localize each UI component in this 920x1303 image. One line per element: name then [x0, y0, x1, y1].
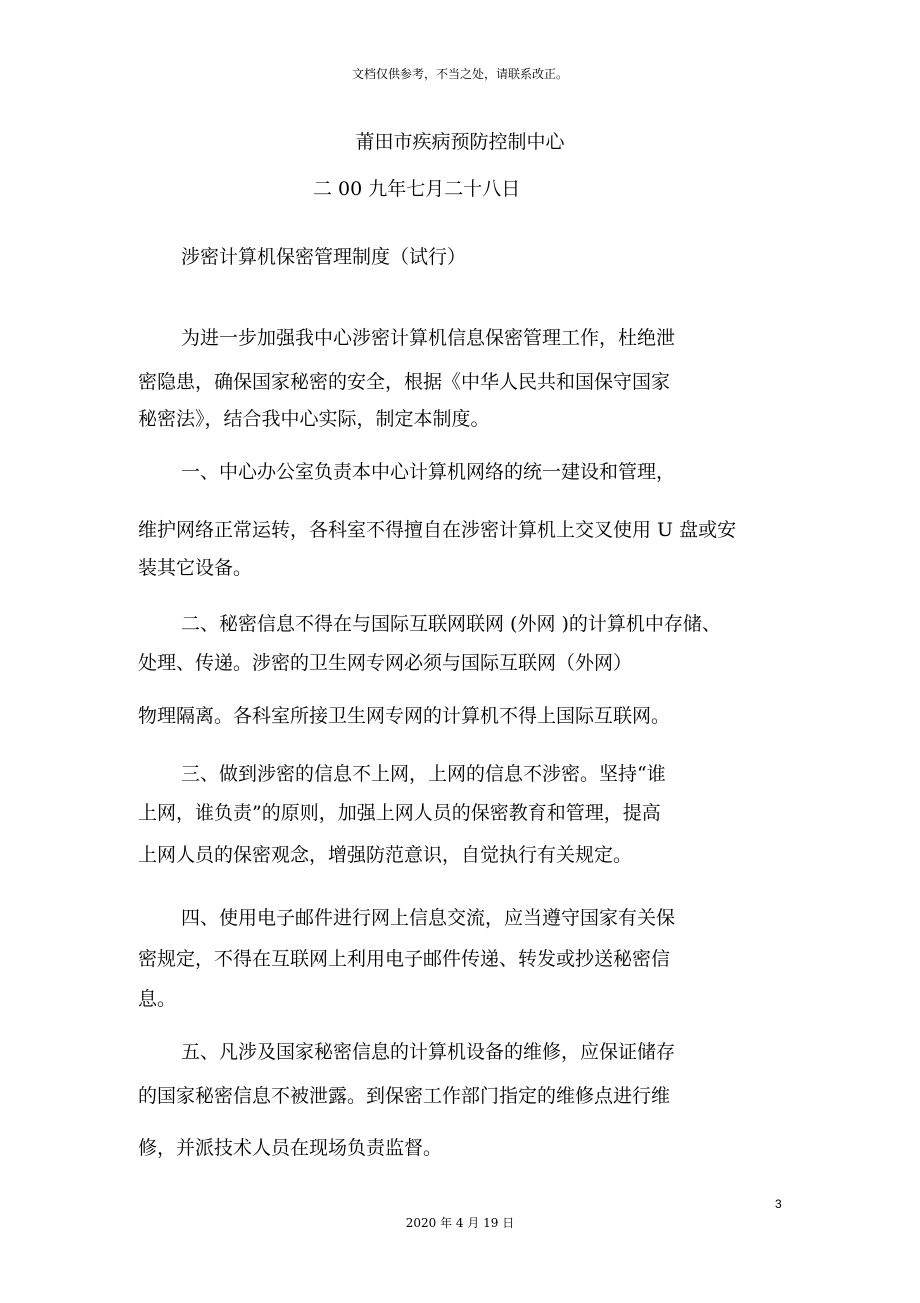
- body-line: 二、秘密信息不得在与国际互联网联网 (外网 )的计算机中存储、: [181, 613, 721, 635]
- body-line: 物理隔离。各科室所接卫生网专网的计算机不得上国际互联网。: [138, 705, 671, 727]
- body-line: 为进一步加强我中心涉密计算机信息保密管理工作，杜绝泄: [181, 327, 676, 349]
- body-line: 的国家秘密信息不被泄露。到保密工作部门指定的维修点进行维: [138, 1085, 671, 1107]
- issue-date: 二 00 九年七月二十八日: [313, 178, 521, 200]
- body-line: 息。: [138, 988, 177, 1010]
- body-line: 修，并派技术人员在现场负责监督。: [138, 1137, 443, 1159]
- document-title: 涉密计算机保密管理制度（试行）: [181, 246, 467, 268]
- body-line: 上网人员的保密观念，增强防范意识，自觉执行有关规定。: [138, 844, 633, 866]
- body-line: 四、使用电子邮件进行网上信息交流，应当遵守国家有关保: [181, 907, 676, 929]
- body-line: 上网，谁负责”的原则，加强上网人员的保密教育和管理，提高: [138, 802, 661, 824]
- body-line: 五、凡涉及国家秘密信息的计算机设备的维修，应保证储存: [181, 1041, 676, 1063]
- body-line: 处理、传递。涉密的卫生网专网必须与国际互联网（外网）: [138, 652, 633, 674]
- body-line: 密规定，不得在互联网上利用电子邮件传递、转发或抄送秘密信: [138, 948, 671, 970]
- body-line: 装其它设备。: [138, 557, 253, 579]
- body-line: 秘密法》，结合我中心实际，制定本制度。: [138, 408, 490, 430]
- header-note: 文档仅供参考，不当之处，请联系改正。: [351, 67, 568, 81]
- body-line: 密隐患，确保国家秘密的安全，根据《中华人民共和国保守国家: [138, 371, 671, 393]
- body-line: 一、中心办公室负责本中心计算机网络的统一建设和管理，: [181, 461, 676, 483]
- page-number: 3: [775, 1197, 782, 1211]
- body-line: 维护网络正常运转，各科室不得擅自在涉密计算机上交叉使用 U 盘或安: [138, 519, 737, 541]
- footer-date: 2020 年 4 月 19 日: [405, 1216, 515, 1230]
- body-line: 三、做到涉密的信息不上网，上网的信息不涉密。坚持“谁: [181, 763, 666, 785]
- organization-name: 莆田市疾病预防控制中心: [355, 131, 565, 153]
